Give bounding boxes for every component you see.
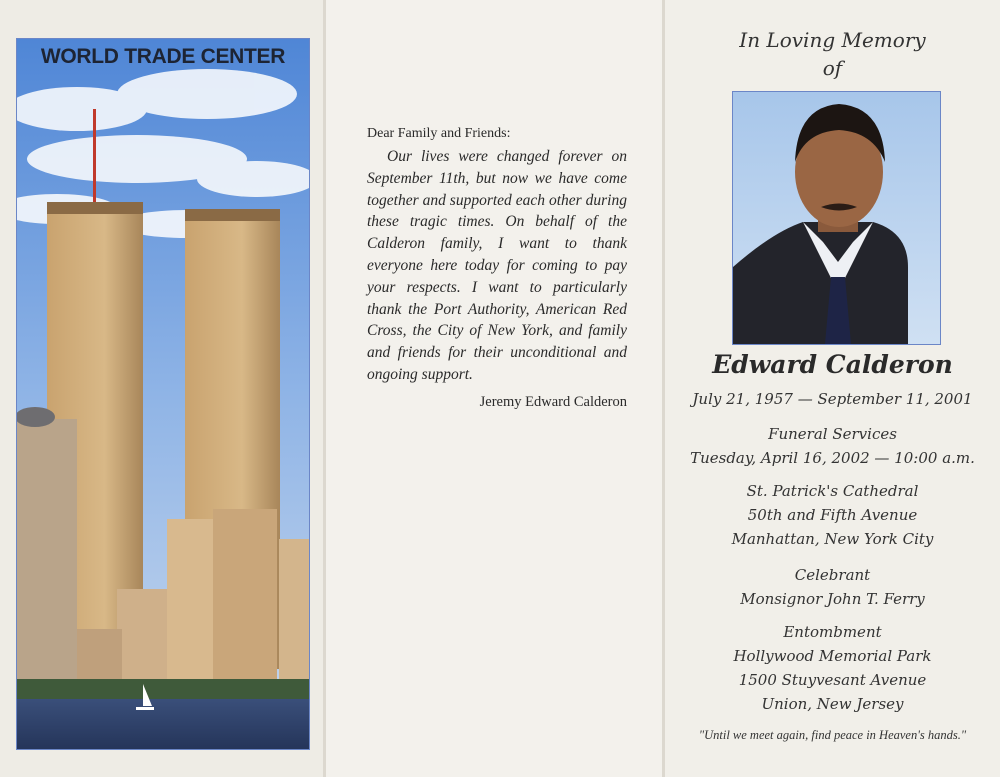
heading-line-1: In Loving Memory	[739, 28, 926, 52]
entombment-city: Union, New Jersey	[761, 695, 904, 713]
deceased-name: Edward Calderon	[712, 350, 953, 379]
celebrant-block	[665, 563, 1000, 611]
heading-line-2: of	[822, 56, 843, 80]
church-name: St. Patrick's Cathedral	[746, 482, 919, 500]
wtc-title: WORLD TRADE CENTER	[40, 45, 286, 68]
right-panel	[665, 0, 1000, 777]
services-time: Tuesday, April 16, 2002 — 10:00 a.m.	[690, 449, 975, 467]
world-trade-center-photo	[16, 38, 310, 750]
middle-panel	[326, 0, 662, 777]
portrait-illustration	[733, 92, 940, 344]
celebrant-name: Monsignor John T. Ferry	[740, 590, 925, 608]
church-address: 50th and Fifth Avenue	[747, 506, 918, 524]
entombment-label: Entombment	[783, 623, 882, 641]
portrait-photo	[732, 91, 941, 345]
church-city: Manhattan, New York City	[731, 530, 934, 548]
closing-quote: "Until we meet again, find peace in Heaven's hands."	[698, 728, 967, 742]
entombment-block	[665, 620, 1000, 716]
church-block	[665, 479, 1000, 551]
letter-signature: Jeremy Edward Calderon	[479, 393, 627, 410]
memorial-heading	[665, 26, 1000, 82]
services-label: Funeral Services	[768, 425, 897, 443]
celebrant-label: Celebrant	[794, 566, 871, 584]
entombment-place: Hollywood Memorial Park	[733, 647, 932, 665]
letter-body: Our lives were changed forever on September 11th, but now we have come together and supported each other during these tragic times. On behalf of the Calderon family, I want to thank everyone here today for coming to pay your respects. I want to particularly thank the Port Authority, American Red Cross, the City of New York, and family and friends for their unconditional and ongoing support.	[367, 148, 627, 383]
left-panel	[0, 0, 323, 777]
services-block	[665, 422, 1000, 470]
entombment-address: 1500 Stuyvesant Avenue	[738, 671, 927, 689]
letter-greeting: Dear Family and Friends:	[367, 126, 511, 141]
letter	[367, 126, 627, 411]
life-dates: July 21, 1957 — September 11, 2001	[692, 390, 973, 408]
wtc-illustration	[17, 39, 309, 749]
